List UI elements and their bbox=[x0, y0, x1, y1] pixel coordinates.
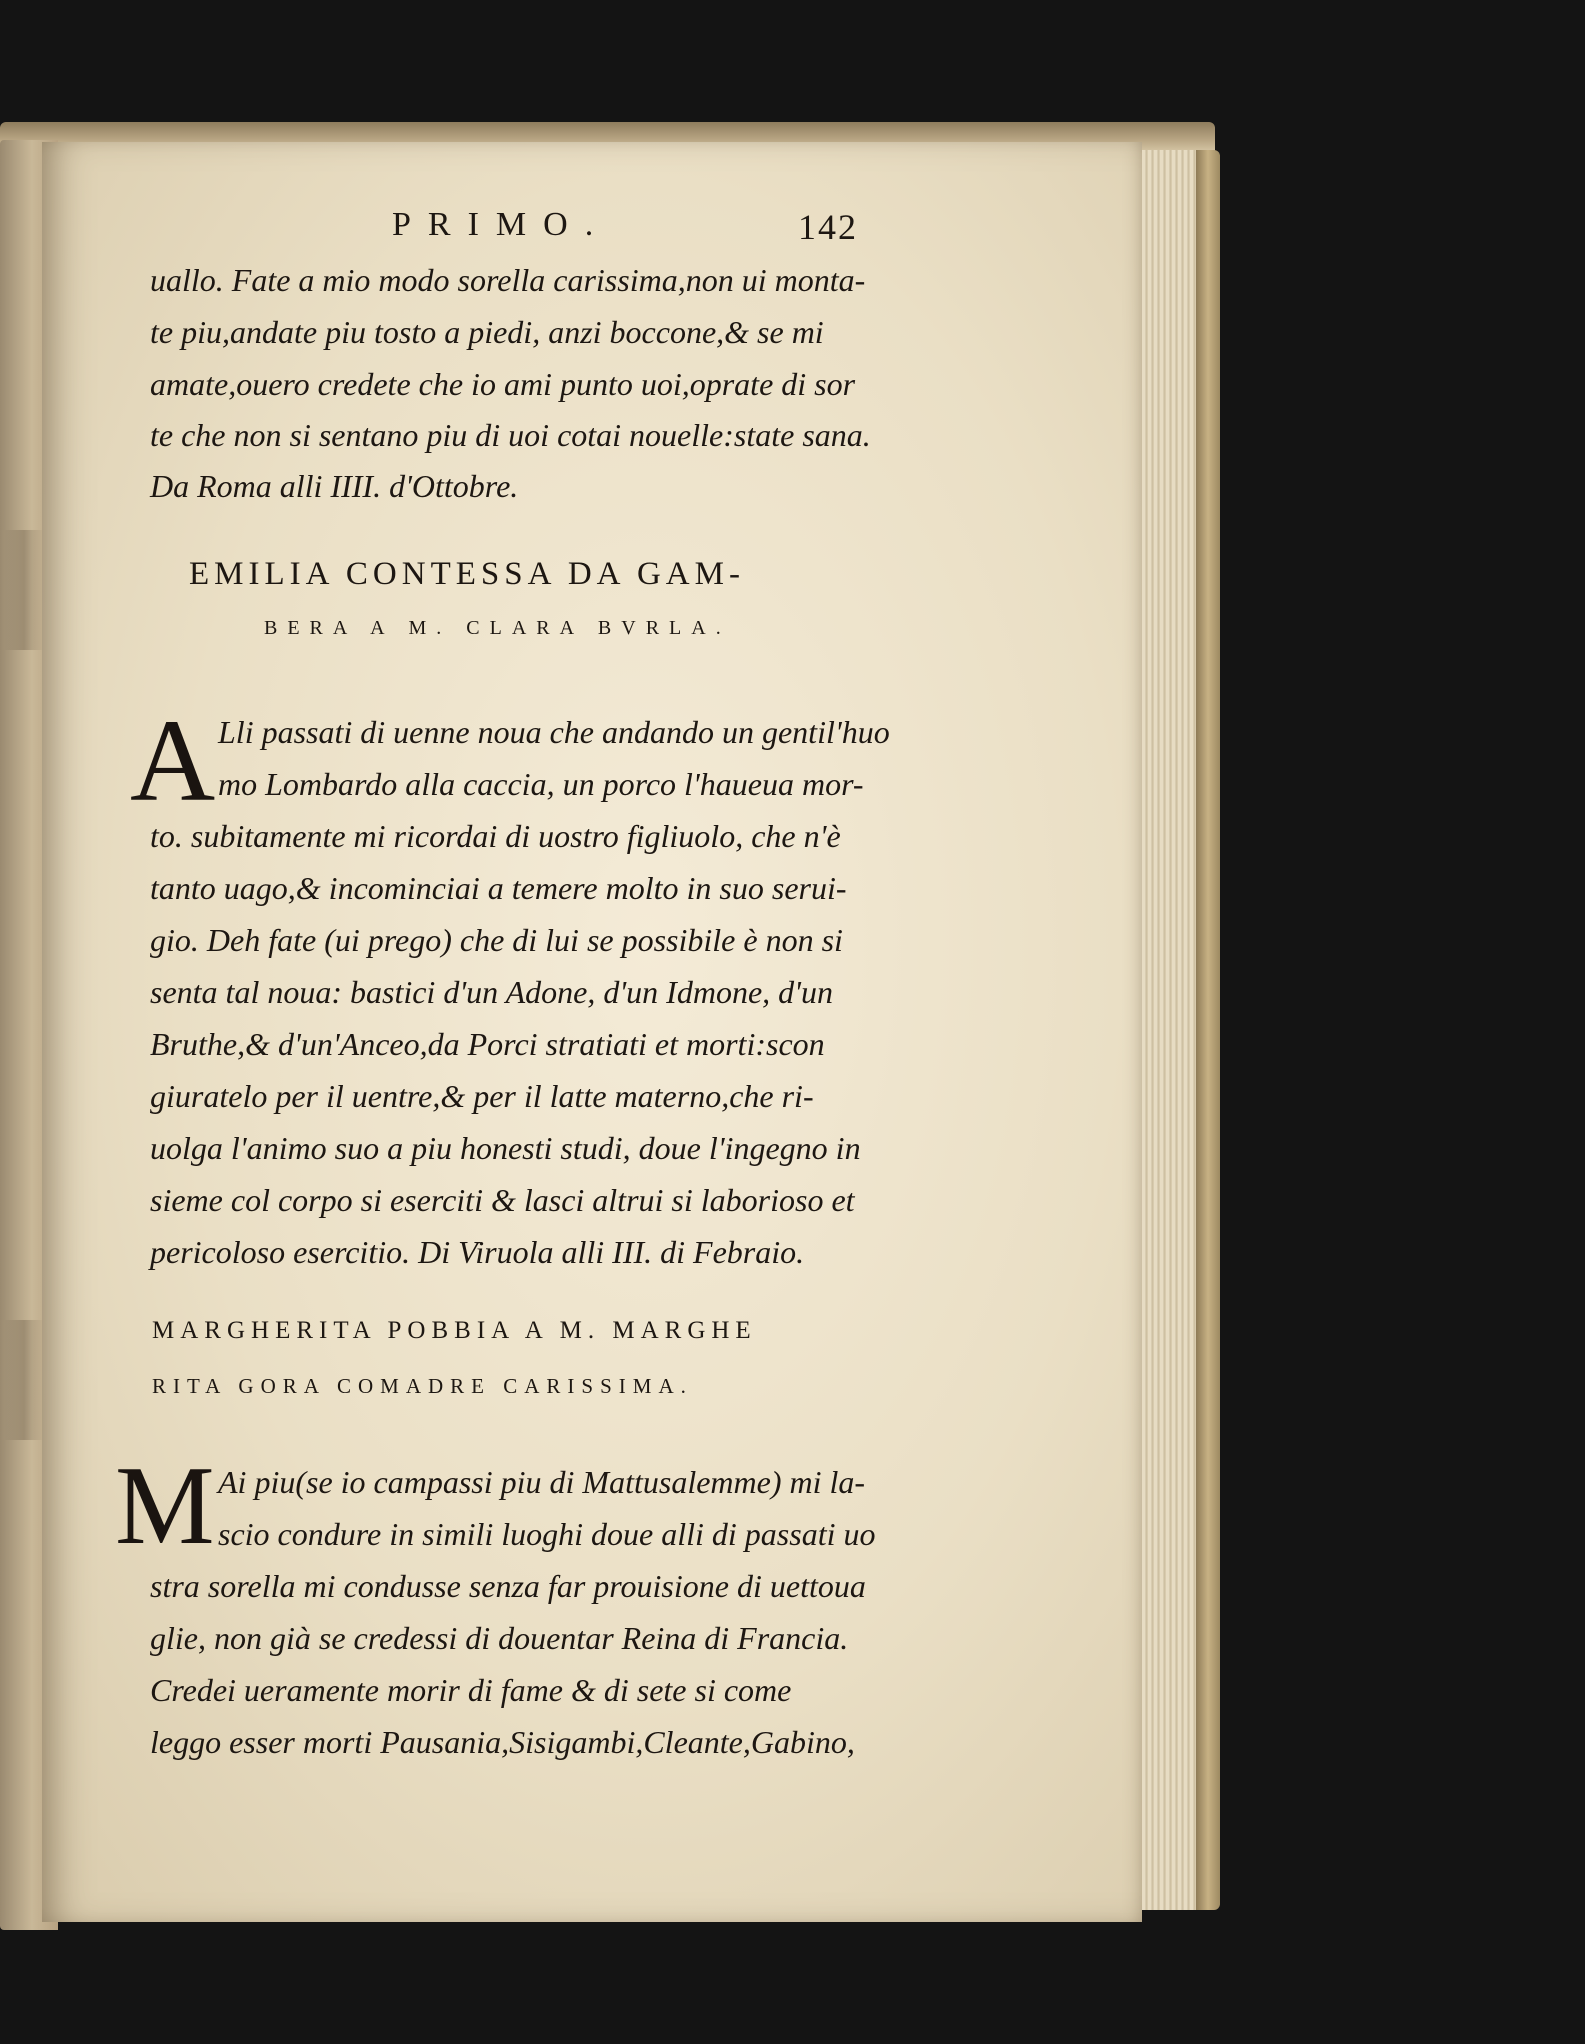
text-line: Credei ueramente morir di fame & di sete si come bbox=[150, 1672, 792, 1708]
drop-capital: M bbox=[115, 1444, 215, 1568]
running-title: PRIMO. bbox=[392, 206, 611, 243]
text-line: te che non si sentano piu di uoi cotai nouelle:state sana. bbox=[150, 417, 871, 453]
letter-heading-continued: RITA GORA COMADRE CARISSIMA. bbox=[152, 1374, 693, 1398]
text-line: senta tal noua: bastici d'un Adone, d'un Idmone, d'un bbox=[150, 974, 833, 1010]
text-line: uolga l'animo suo a piu honesti studi, doue l'ingegno in bbox=[150, 1130, 861, 1166]
text-line: sieme col corpo si eserciti & lasci altrui si laborioso et bbox=[150, 1182, 855, 1218]
text-line: Lli passati di uenne noua che andando un gentil'huo bbox=[218, 714, 890, 750]
text-line: mo Lombardo alla caccia, un porco l'haueua mor- bbox=[218, 766, 864, 802]
cover-edge bbox=[1196, 150, 1220, 1910]
text-line: Bruthe,& d'un'Anceo,da Porci stratiati et morti:scon bbox=[150, 1026, 825, 1062]
text-line: scio condure in simili luoghi doue alli di passati uo bbox=[218, 1516, 876, 1552]
text-line: to. subitamente mi ricordai di uostro figliuolo, che n'è bbox=[150, 818, 841, 854]
text-line: stra sorella mi condusse senza far prouisione di uettoua bbox=[150, 1568, 866, 1604]
letter-heading: EMILIA CONTESSA DA GAM- bbox=[189, 556, 745, 592]
text-line: glie, non già se credessi di douentar Reina di Francia. bbox=[150, 1620, 849, 1656]
bleed-through-mark bbox=[4, 530, 44, 650]
drop-capital: A bbox=[130, 695, 216, 826]
text-line: te piu,andate piu tosto a piedi, anzi boccone,& se mi bbox=[150, 314, 824, 350]
letter-heading-continued: BERA A M. CLARA BVRLA. bbox=[264, 617, 731, 639]
text-line: leggo esser morti Pausania,Sisigambi,Cleante,Gabino, bbox=[150, 1724, 855, 1760]
text-line: giuratelo per il uentre,& per il latte materno,che ri- bbox=[150, 1078, 814, 1114]
letter-heading: MARGHERITA POBBIA A M. MARGHE bbox=[152, 1317, 757, 1344]
bleed-through-mark bbox=[4, 1320, 44, 1440]
text-line: uallo. Fate a mio modo sorella carissima,non ui monta- bbox=[150, 262, 866, 298]
text-line: gio. Deh fate (ui prego) che di lui se possibile è non si bbox=[150, 922, 843, 958]
text-line: Ai piu(se io campassi piu di Mattusalemme) mi la- bbox=[218, 1464, 866, 1500]
folio-number: 142 bbox=[798, 207, 858, 247]
dateline: Da Roma alli IIII. d'Ottobre. bbox=[150, 468, 519, 504]
dateline: pericoloso esercitio. Di Viruola alli III. di Febraio. bbox=[150, 1234, 805, 1270]
text-line: tanto uago,& incominciai a temere molto in suo serui- bbox=[150, 870, 847, 906]
text-line: amate,ouero credete che io ami punto uoi,oprate di sor bbox=[150, 366, 856, 402]
